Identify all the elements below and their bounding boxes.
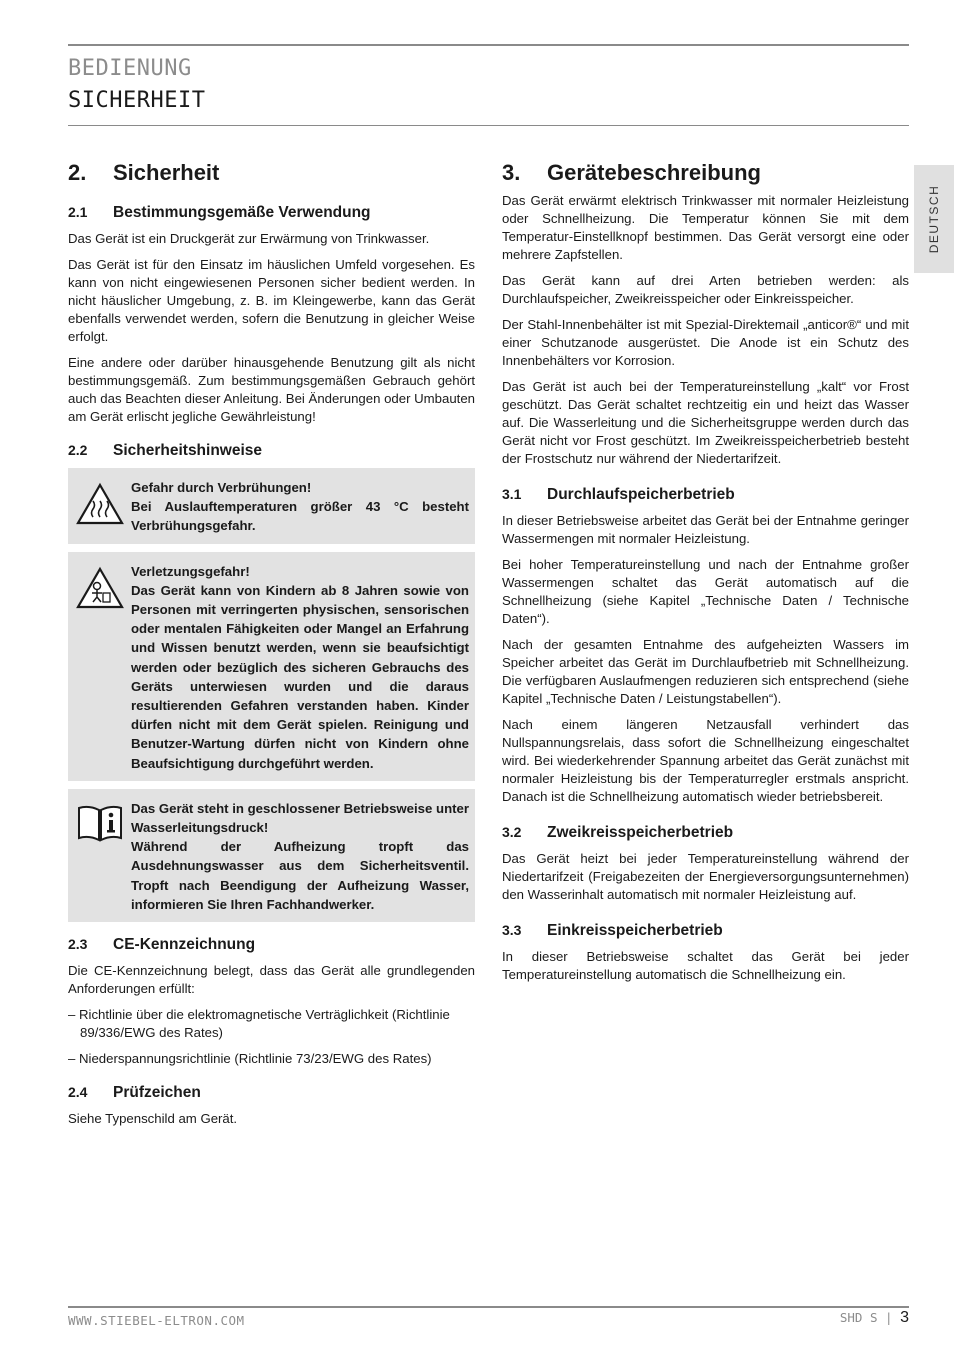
- section-2-1-heading: 2.1 Bestimmungsgemäße Verwendung: [68, 204, 371, 221]
- paragraph: Das Gerät erwärmt elektrisch Trinkwasser mit normaler Heizleistung oder Schnellheizung. Die Temperatur können Sie mit dem Temperatur-Einstellknopf bestimmen. Das Gerät versorgt eine oder mehrere Zapfstellen.: [502, 193, 909, 262]
- section-3-1-heading: 3.1 Durchlaufspeicherbetrieb: [502, 486, 735, 503]
- paragraph: Siehe Typenschild am Gerät.: [68, 1111, 238, 1127]
- directive-list: [68, 1006, 475, 1068]
- paragraph: Das Gerät ist ein Druckgerät zur Erwärmung von Trinkwasser.: [68, 231, 430, 246]
- footer-separator: |: [885, 1310, 893, 1325]
- footer-page-info: [840, 1309, 909, 1327]
- info-book-icon: [68, 799, 131, 914]
- section-3-3-heading: 3.3 Einkreisspeicherbetrieb: [502, 922, 723, 939]
- section-2-2-heading: 2.2 Sicherheitshinweise: [68, 442, 263, 459]
- paragraph: Das Gerät kann auf drei Arten betrieben werden: als Durchlaufspeicher, Zweikreisspeicher oder Einkreisspeicher.: [502, 273, 909, 306]
- hint-title: Gefahr durch Verbrühungen!: [131, 480, 312, 495]
- safety-hint-injury: [68, 552, 475, 781]
- section-2-4-heading: 2.4 Prüfzeichen: [68, 1084, 201, 1102]
- header-bottom-rule: [68, 125, 909, 126]
- hint-title: Das Gerät steht in geschlossener Betriebsweise unter Wasserleitungsdruck!: [131, 800, 469, 836]
- header-top-rule: [68, 44, 909, 46]
- hint-body: Bei Auslauftemperaturen größer 43 °C besteht Verbrühungsgefahr.: [131, 499, 469, 534]
- paragraph: Nach der gesamten Entnahme des aufgeheizten Wassers im Speicher arbeitet das Gerät im Durchlaufbetrieb mit Schnellheizung. Die verfügbaren Auslaufmengen reduzieren sich entsprechend (siehe Kapitel „Technische Daten / Leistungstabellen“).: [502, 637, 909, 706]
- list-item: – Niederspannungsrichtlinie (Richtlinie 73/23/EWG des Rates): [68, 1051, 432, 1067]
- paragraph: Das Gerät ist auch bei der Temperatureinstellung „kalt“ vor Frost geschützt. Das Gerät schaltet rechtzeitig ein und heizt das Wasser auf. Die Wasserleitung und die Sicherheitsgruppe werden durch das Gerät nicht vor Frost geschützt. Im Zweikreisspeicherbetrieb besteht der Frostschutz nur während der Niedertarifzeit.: [502, 379, 909, 466]
- section-3-heading: 3. Gerätebeschreibung: [502, 160, 761, 185]
- footer-model: SHD S: [839, 1310, 878, 1325]
- footer-rule: [68, 1306, 909, 1308]
- header-subchapter: SICHERHEIT: [68, 88, 206, 113]
- paragraph: Das Gerät heizt bei jeder Temperatureinstellung während der Niedertarifzeit (Freigabezeiten der Energieversorgungsunternehmen) den Wasserinhalt automatisch mit normaler Heizleistung auf.: [502, 851, 909, 902]
- right-column: [502, 160, 909, 992]
- hint-title: Verletzungsgefahr!: [131, 563, 250, 579]
- list-item: – Richtlinie über die elektromagnetische Verträglichkeit (Richtlinie 89/336/EWG des Rates): [68, 1007, 450, 1041]
- hot-surface-warning-icon: [68, 478, 131, 536]
- paragraph: In dieser Betriebsweise arbeitet das Gerät bei der Entnahme geringer Wassermengen mit normaler Heizleistung.: [502, 513, 909, 546]
- child-warning-icon: [68, 562, 131, 773]
- paragraph: Nach einem längeren Netzausfall verhindert das Nullspannungsrelais, dass sofort die Schnellheizung eingeschaltet wird. Bei wiederkehrender Spannung arbeitet das Gerät zunächst mit normaler Heizleistung bis der Temperaturregler erstmals anspricht. Danach ist die Schnellheizung automatisch wieder betriebsbereit.: [502, 717, 909, 804]
- paragraph: Eine andere oder darüber hinausgehende Benutzung gilt als nicht bestimmungsgemäß. Zum bestimmungsgemäßen Gebrauch gehört auch das Beachten dieser Anleitung. Bei Änderungen oder Umbauten am Gerät erlischt jegliche Gewährleistung!: [68, 355, 475, 424]
- paragraph: Der Stahl-Innenbehälter ist mit Spezial-Direktemail „anticor®“ und mit einer Schutzanode ausgerüstet. Die Anode ist ein Schutz des Innenbehälters vor Korrosion.: [502, 317, 909, 368]
- paragraph: In dieser Betriebsweise schaltet das Gerät bei jeder Temperatureinstellung automatisch die Schnellheizung ein.: [502, 949, 909, 982]
- hint-body: Während der Aufheizung tropft das Ausdehnungswasser aus dem Sicherheitsventil. Tropft nach Beendigung der Aufheizung Wasser, informieren Sie Ihren Fachhandwerker.: [131, 839, 469, 912]
- safety-hint-scalding: [68, 468, 475, 544]
- paragraph: Bei hoher Temperatureinstellung und nach der Entnahme großer Wassermengen schaltet das Gerät automatisch auf die Schnellheizung (siehe Kapitel „Technische Daten / Technische Daten“).: [502, 557, 909, 626]
- paragraph: Die CE-Kennzeichnung belegt, dass das Gerät alle grundlegenden Anforderungen erfüllt:: [68, 963, 475, 997]
- header-chapter: BEDIENUNG: [68, 56, 192, 81]
- hint-body: Das Gerät kann von Kindern ab 8 Jahren sowie von Personen mit verringerten physischen, sensorischen oder mentalen Fähigkeiten oder Mangel an Erfahrung und Wissen benutzt werden, wenn sie beaufsichtigt werden oder bezüglich des sicheren Gebrauchs des Geräts unterwiesen wurden und die daraus resultierenden Gefahren verstanden haben. Kinder dürfen nicht mit dem Gerät spielen. Reinigung und Benutzer-Wartung dürfen nicht von Kindern ohne Beaufsichtigung durchgeführt werden.: [131, 582, 469, 771]
- section-2-heading: 2. Sicherheit: [68, 160, 220, 185]
- paragraph: Das Gerät ist für den Einsatz im häuslichen Umfeld vorgesehen. Es kann von nicht eingewiesenen Personen sicher bedient werden. In nicht häuslicher Umgebung, z. B. im Kleingewerbe, kann das Gerät ebenfalls verwendet werden, sofern die Benutzung in gleicher Weise erfolgt.: [68, 257, 475, 344]
- page-number: 3: [900, 1309, 909, 1326]
- safety-hint-pressure: [68, 789, 475, 922]
- footer-website: WWW.STIEBEL-ELTRON.COM: [68, 1313, 245, 1328]
- section-3-2-heading: 3.2 Zweikreisspeicherbetrieb: [502, 824, 734, 841]
- left-column: [68, 160, 475, 1136]
- section-2-3-heading: 2.3 CE-Kennzeichnung: [68, 936, 256, 954]
- language-tab: DEUTSCH: [914, 165, 954, 273]
